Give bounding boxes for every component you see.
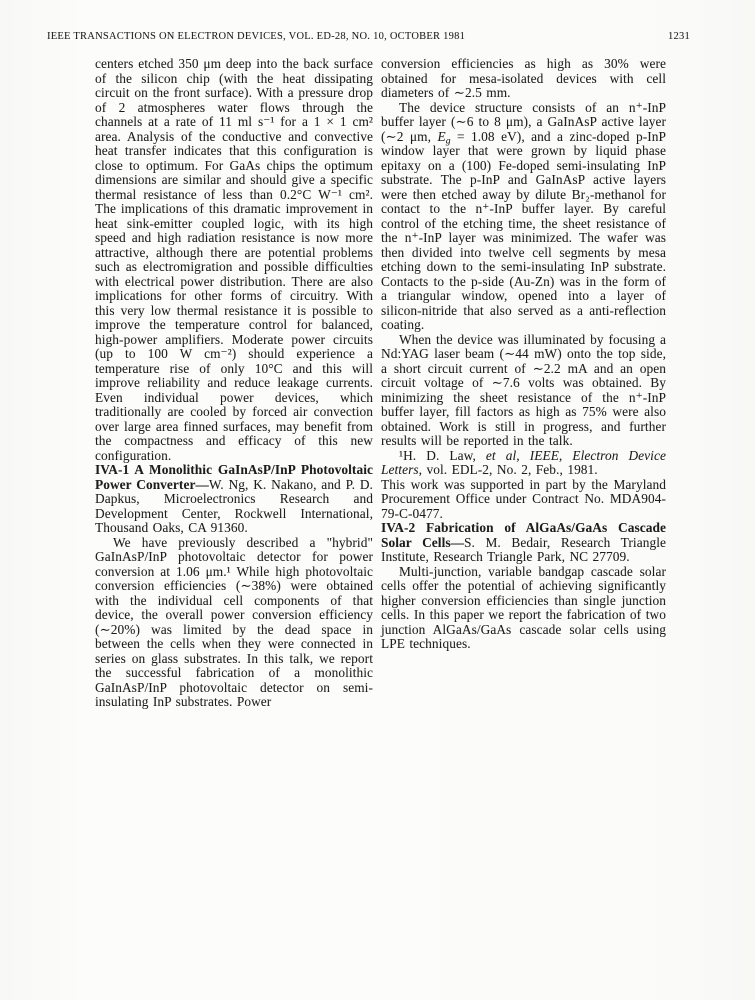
footnote-authors: ¹H. D. Law, <box>399 447 486 463</box>
abstract-iva1-title: IVA-1 A Monolithic GaInAsP/InP Photovoltaic Power Converter— <box>95 462 373 492</box>
running-header <box>47 31 690 42</box>
acknowledgment-note: This work was supported in part by the Maryland Procurement Office under Contract No. MDA904-79-C-0477. <box>381 476 666 521</box>
paragraph-illumination: When the device was illuminated by focusing a Nd:YAG laser beam (∼44 mW) onto the top side, a short circuit current of ∼2.2 mA and an open circuit voltage of ∼7.6 volts was obtained. By minimizing the sheet resistance of the n⁺-InP buffer layer, fill factors as high as 75% were also obtained. Work is still in progress, and further results will be reported in the talk. <box>381 331 666 448</box>
bandgap-symbol: E <box>437 128 446 144</box>
abstract-iva2-title: IVA-2 Fabrication of AlGaAs/GaAs Cascade Solar Cells— <box>381 520 666 550</box>
paragraph-device-structure <box>381 101 666 333</box>
paragraph-conversion-continuation: conversion efficiencies as high as 30% were obtained for mesa-isolated devices with cell diameters of ∼2.5 mm. <box>381 56 666 100</box>
footnote-journal-italic: et al, IEEE, Electron Device Letters <box>381 447 666 477</box>
paragraph-cooling-continuation: centers etched 350 μm deep into the back surface of the silicon chip (with the heat dissipating circuit on the front surface). With a pressure drop of 2 atmospheres water flows through the channels at a rate of 11 ml s⁻¹ for a 1 × 1 cm² area. Analysis of the conductive and convective heat transfer indicates that this configuration is close to optimum. For GaAs chips the optimum dimensions are similar and should give a specific thermal resistance of less than 0.2°C W⁻¹ cm². The implications of this dramatic improvement in heat sink-emitter coupled logic, with its high speed and high radiation resistance is now more attractive, although there are potential problems such as electromigration and possible difficulties with electrical power distribution. There are also implications for other forms of circuitry. With this very low thermal resistance it is possible to improve the temperature control for balanced, high-power amplifiers. Moderate power circuits (up to 100 W cm⁻²) should experience a temperature rise of only 10°C and this will improve reliability and reduce leakage currents. Even individual power devices, which traditionally are cooled by forced air convection over large area finned surfaces, may benefit from the compactness and efficacy of this new configuration. <box>95 56 373 463</box>
right-column <box>381 57 666 652</box>
left-column <box>95 57 373 710</box>
footnote-reference <box>381 449 666 478</box>
device-structure-text-post: = 1.08 eV), and a zinc-doped p-InP window layer that were grown by liquid phase epitaxy on a (100) Fe-doped semi-insulating InP substrate. The p-InP and GaInAsP active layers were then etched away by dilute Br₂-methanol for contact to the n⁺-InP buffer layer. By careful control of the etching time, the sheet resistance of the n⁺-InP layer was minimized. The wafer was then divided into twelve cell segments by mesa etching down to the semi-insulating InP substrate. Contacts to the p-side (Au-Zn) was in the form of a triangular window, opened into a layer of silicon-nitride that also served as a anti-reflection coating. <box>381 128 667 332</box>
abstract-iva1-body: We have previously described a "hybrid" GaInAsP/InP photovoltaic detector for power conversion at 1.06 μm.¹ While high photovoltaic conversion efficiencies (∼38%) were obtained with the individual cell components of that device, the overall power conversion efficiency (∼20%) was limited by the dead space in between the cells when they were connected in series on glass substrates. In this talk, we report the successful fabrication of a monolithic GaInAsP/InP photovoltaic detector on semi-insulating InP substrates. Power <box>95 534 373 709</box>
abstract-iva1-authors: W. Ng, K. Nakano, and P. D. Dapkus, Microelectronics Research and Development Center, Rockwell International, Thousand Oaks, CA 91360. <box>95 476 373 535</box>
abstract-iva2-heading <box>381 521 666 565</box>
device-structure-text-pre: The device structure consists of an n⁺-InP buffer layer (∼6 to 8 μm), a GaInAsP active layer (∼2 μm, <box>381 99 666 144</box>
abstract-iva1-heading <box>95 463 373 536</box>
abstract-iva2-authors: S. M. Bedair, Research Triangle Institute, Research Triangle Park, NC 27709. <box>381 534 667 564</box>
page-number: 1231 <box>668 31 690 42</box>
journal-title-line: IEEE TRANSACTIONS ON ELECTRON DEVICES, VOL. ED-28, NO. 10, OCTOBER 1981 <box>47 31 466 42</box>
footnote-volume: , vol. EDL-2, No. 2, Feb., 1981. <box>418 462 598 477</box>
abstract-iva2-body: Multi-junction, variable bandgap cascade solar cells offer the potential of achieving significantly higher conversion efficiencies than single junction cells. In this paper we report the fabrication of two junction AlGaAs/GaAs cascade solar cells using LPE techniques. <box>381 563 666 651</box>
bandgap-subscript: g <box>445 134 451 146</box>
